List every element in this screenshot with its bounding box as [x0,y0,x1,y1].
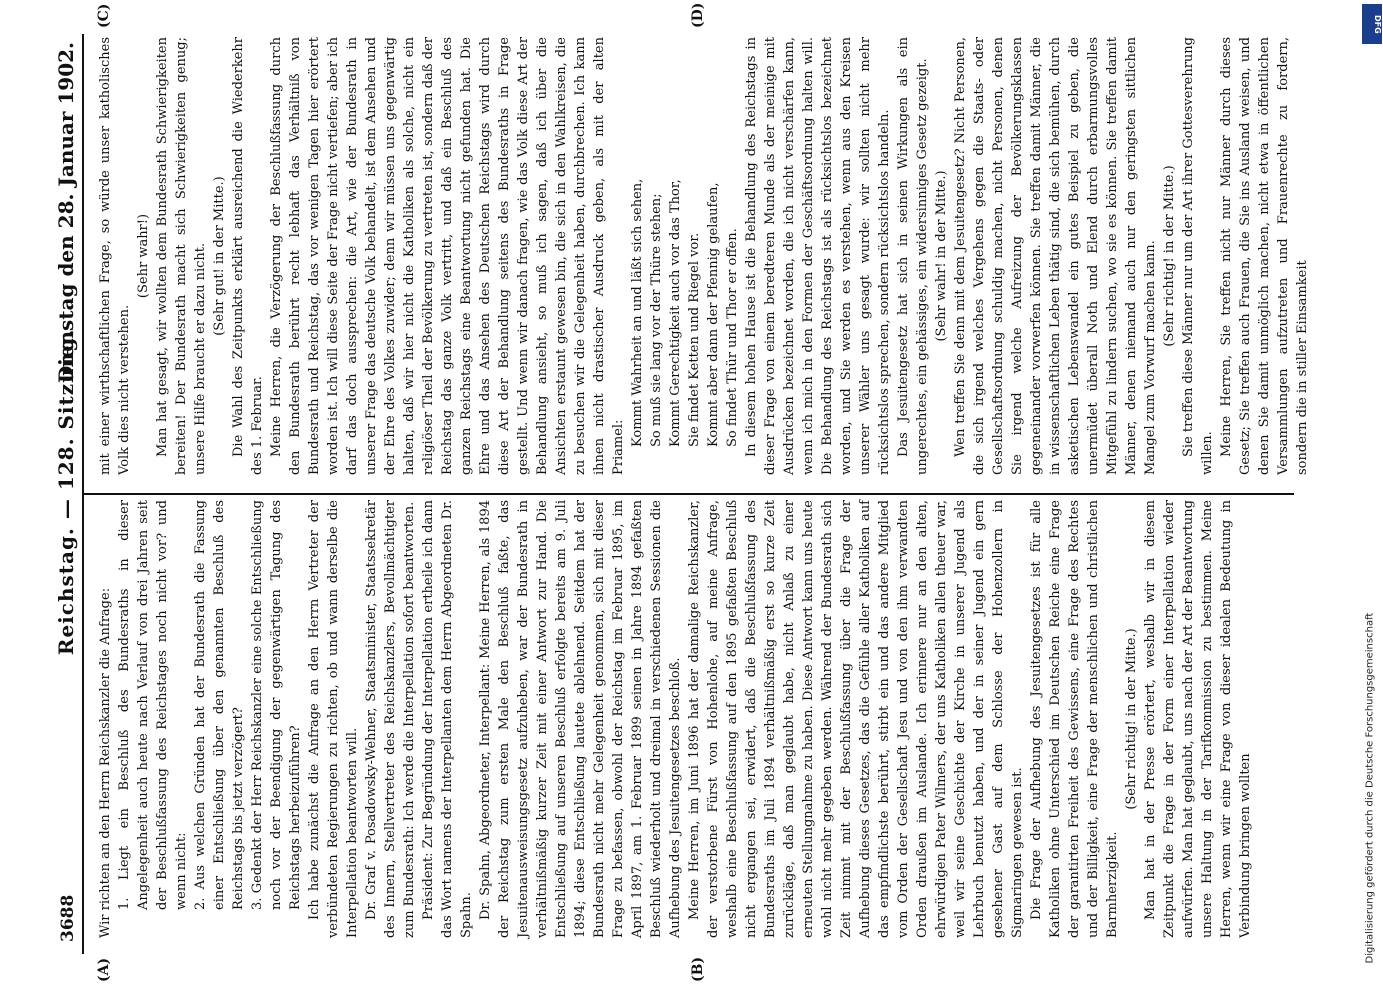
left-column [96,500,1255,938]
paragraph: Wir richten an den Herrn Reichskanzler die Anfrage: [98,587,113,938]
list-item: 2. Aus welchen Gründen hat der Bundesrath die Fassung einer Entschließung über den genannten Beschluß des Reichstags bis jetzt verzögert? [193,500,246,910]
paragraph: Ich habe zunächst die Anfrage an den Herrn Vertreter der verbündeten Regierungen zu richten, ob und wann derselbe die Interpellation beantworten will. [307,500,360,938]
list-item: 1. Liegt ein Beschluß des Bundesraths in dieser Angelegenheit auch heute nach Verlauf von drei Jahren seit der Beschlußfassung des Reichstages noch nicht vor? und wenn nicht: [117,500,189,910]
paragraph: In diesem hohen Hause ist die Behandlung des Reichstags in dieser Frage von einem beredteren Munde als der meinige mit Ausdrücken bezeichnet worden, die ich nicht verschärfen kann, wenn ich mich in den Formen der Geschäftsordnung halten will. Die Behandlung des Reichstags ist als rücksichtslos bezeichnet worden, und Sie werden es verstehen, wenn aus den Kreisen unserer Wähler uns gesagt wurde: wir sollten nicht mehr rücksichtslos sprechen, sondern rücksichtslos handeln. [744,37,892,475]
verse-line: Kommt Wahrheit an und läßt sich sehen, [630,178,645,447]
paragraph: Die Wahl des Zeitpunkts erklärt ausreichend die Wiederkehr des 1. Februar. [231,37,265,475]
paragraph: Dr. Spahn, Abgeordneter, Interpellant: Meine Herren, als 1894 der Reichstag zum ersten Male den Beschluß faßte, das Jesuitenausweisungsgesetz aufzuheben, war der Bundesrath in verhältnißmäßig kurzer Zeit mit einer Antwort zur Hand. Die Entschließung auf unseren Beschluß erfolgte bereits am 9. Juli 1894; diese Entschließung lautete ablehnend. Seitdem hat der Bundesrath nicht mehr Gelegenheit genommen, sich mit dieser Frage zu befassen, obwohl der Reichstag im Februar 1895, im April 1897, am 1. Februar 1899 seinen in Jahre 1894 gefaßten Beschluß wiederholt und dreimal in verschiedenen Sessionen die Aufhebung des Jesuitengesetzes beschloß. [478,500,683,938]
paragraph: Das Jesuitengesetz hat sich in seinen Wirkungen als ein ungerechtes, ein gehässiges, ein widersinniges Gesetz gezeigt. [896,37,930,475]
paragraph: Meine Herren, Sie treffen nicht nur Männer durch dieses Gesetz; Sie treffen auch Frauen, die Sie ins Ausland weisen, und denen Sie damit unmöglich machen, nicht etwa in öffentlichen Versammlungen aufzutreten und Frauenrechte zu fordern, sondern die in stiller Einsamkeit [1219,37,1310,475]
paragraph: Sie treffen diese Männer nur um der Art ihrer Gottesverehrung willen. [1181,37,1215,475]
column-divider [84,493,1294,495]
paragraph: Die Frage der Aufhebung des Jesuitengesetzes ist für alle Katholiken ohne Unterschied im Deutschen Reiche eine Frage der garantirten Freiheit des Gewissens, eine Frage des Rechtes und der Billigkeit, eine Frage der menschlichen und christlichen Barmherzigkeit. [1029,500,1120,938]
margin-marker-c: (C) [96,3,112,28]
interjection: (Sehr wahr! in der Mitte.) [934,170,949,342]
verse-line: Kommt Gerechtigkeit auch vor das Thor, [668,179,683,447]
interjection: (Sehr richtig! in der Mitte.) [1124,628,1139,810]
margin-marker-d: (D) [690,2,706,28]
session-date: Dienstag den 28. Januar 1902. [54,42,78,384]
page-title: Reichstag. — 128. Sitzung. [54,328,78,656]
paragraph: Man hat in der Presse erörtert, weshalb wir in diesem Zeitpunkt die Frage in der Form einer Interpellation wieder aufwürfen. Man hat geglaubt, uns nach der Art der Beantwortung unsere Haltung in der Tarifkommission zu bestimmen. Meine Herren, wenn wir eine Frage von dieser idealen Bedeutung in Verbindung bringen wollten [1143,500,1253,938]
verse-line: So findet Thür und Thor er offen. [725,228,740,447]
page-header [50,42,80,942]
list-item: 3. Gedenkt der Herr Reichskanzler eine solche Entschließung noch vor der Beendigung der gegenwärtigen Tagung des Reichstags herbeizuführen? [250,500,303,910]
paragraph: Meine Herren, im Juni 1896 hat der damalige Reichskanzler, der verstorbene Fürst von Hohenlohe, auf meine Anfrage, weshalb eine Beschlußfassung auf den 1895 gefaßten Beschluß nicht ergangen sei, erwidert, daß die Beschlußfassung des Bundesraths im Juli 1894 verhältnißmäßig erst so kurze Zeit zurückläge, daß man geglaubt habe, nicht Anlaß zu einer erneuten Stellungnahme zu haben. Diese Antwort kann uns heute wohl nicht mehr gegeben werden. Während der Bundesrath sich Zeit nimmt mit der Beschlußfassung über die Frage der Aufhebung dieses Gesetzes, das die Gefühle aller Katholiken auf das empfindlichste berührt, stirbt ein und das andere Mitglied vom Orden der Gesellschaft Jesu und von den ihm verwandten Orden draußen im Auslande. Ich erinnere nur an den alten, ehrwürdigen Pater Wilmers, der uns Katholiken allen theuer war, weil wir seine Geschichte der Kirche in unserer Jugend als Lehrbuch benutzt haben, und der in seiner Jugend ein gern gesehener Gast auf dem Schlosse der Hohenzollern in Sigmaringen gewesen ist. [687,500,1025,938]
verse-line: Sie findet Ketten und Riegel vor. [687,232,702,447]
paragraph: Meine Herren, die Verzögerung der Beschlußfassung durch den Bundesrath berührt recht lebhaft das Verhältniß von Bundesrath und Reichstag, das vor wenigen Tagen hier erörtert worden ist. Ich will diese Seite der Frage nicht vertiefen; aber ich darf das doch aussprechen: die Art, wie der Bundesrath in unserer Frage das deutsche Volk behandelt, ist dem Ansehen und der Ehre des Volkes zuwider; denn wir müssen uns gegenwärtig halten, daß wir hier nicht die Katholiken als solche, nicht ein religiöser Theil der Bevölkerung zu vertreten ist, sondern daß der Reichstag das ganze Volk vertritt, und daß ein Beschluß des ganzen Reichstags eine Beantwortung nicht gefunden hat. Die Ehre und das Ansehen des Deutschen Reichstags wird durch diese Art der Behandlung seitens des Bundesraths in Frage gestellt. Und wenn wir danach fragen, wie das Volk diese Art der Behandlung ansieht, so muß ich sagen, daß ich über die Ansichten erstaunt gewesen bin, die sich in den Wahlkreisen, die zu besuchen wir die Gelegenheit haben, durchbrechen. Ich kann ihnen nicht drastischer Ausdruck geben, als mit der alten Priamel: [269,37,626,475]
dfg-logo: DFG [1362,4,1382,44]
credit-text: Digitalisierung gefördert durch die Deutsche Forschungsgemeinschaft [1364,612,1376,964]
paragraph: Wen treffen Sie denn mit dem Jesuitengesetz? Nicht Personen, die sich irgend welches Vergehens gegen die Staats- oder Gesellschaftsordnung schuldig machen, nicht Personen, denen Sie irgend welche Aufreizung der Bevölkerungsklassen gegeneinander vorwerfen können. Sie treffen damit Männer, die in wissenschaftlichen Leben thätig sind, die sich bemühen, durch asketischen Lebenswandel ein gutes Beispiel zu geben, die unermüdet überall Noth und Elend durch erbarmungsvolles Mitgefühl zu lindern suchen, wo sie es können. Sie treffen damit Männer, denen niemand auch nur den geringsten sittlichen Mangel zum Vorwurf machen kann. [953,37,1158,475]
paragraph: Dr. Graf v. Posadowsky-Wehner, Staatsminister, Staatssekretär des Innern, Stellvertreter des Reichskanzlers, Bevollmächtigter zum Bundesrath: Ich werde die Interpellation sofort beantworten. [364,500,417,938]
interjection: (Sehr gut! in der Mitte.) [212,176,227,336]
paragraph: Präsident: Zur Begründung der Interpellation ertheile ich dann das Wort namens der Interpellanten dem Herrn Abgeordneten Dr. Spahn. [421,500,474,938]
margin-marker-b: (B) [690,956,706,982]
verse-line: So muß sie lang vor der Thüre stehen; [649,193,664,447]
right-column [96,37,1312,475]
verse-line: Kommt aber dann der Pfennig gelaufen, [706,182,721,447]
paragraph: Man hat gesagt, wir wollten dem Bundesrath Schwierigkeiten bereiten! Der Bundesrath macht sich Schwierigkeiten genug; unsere Hilfe braucht er dazu nicht. [155,37,208,475]
interjection: (Sehr richtig! in der Mitte.) [1162,165,1177,347]
margin-marker-a: (A) [96,957,112,982]
interjection: (Sehr wahr!) [136,213,151,299]
page-number: 3688 [58,894,78,942]
paragraph: mit einer wirthschaftlichen Frage, so würde unser katholisches Volk dies nicht verstehen. [98,37,132,475]
